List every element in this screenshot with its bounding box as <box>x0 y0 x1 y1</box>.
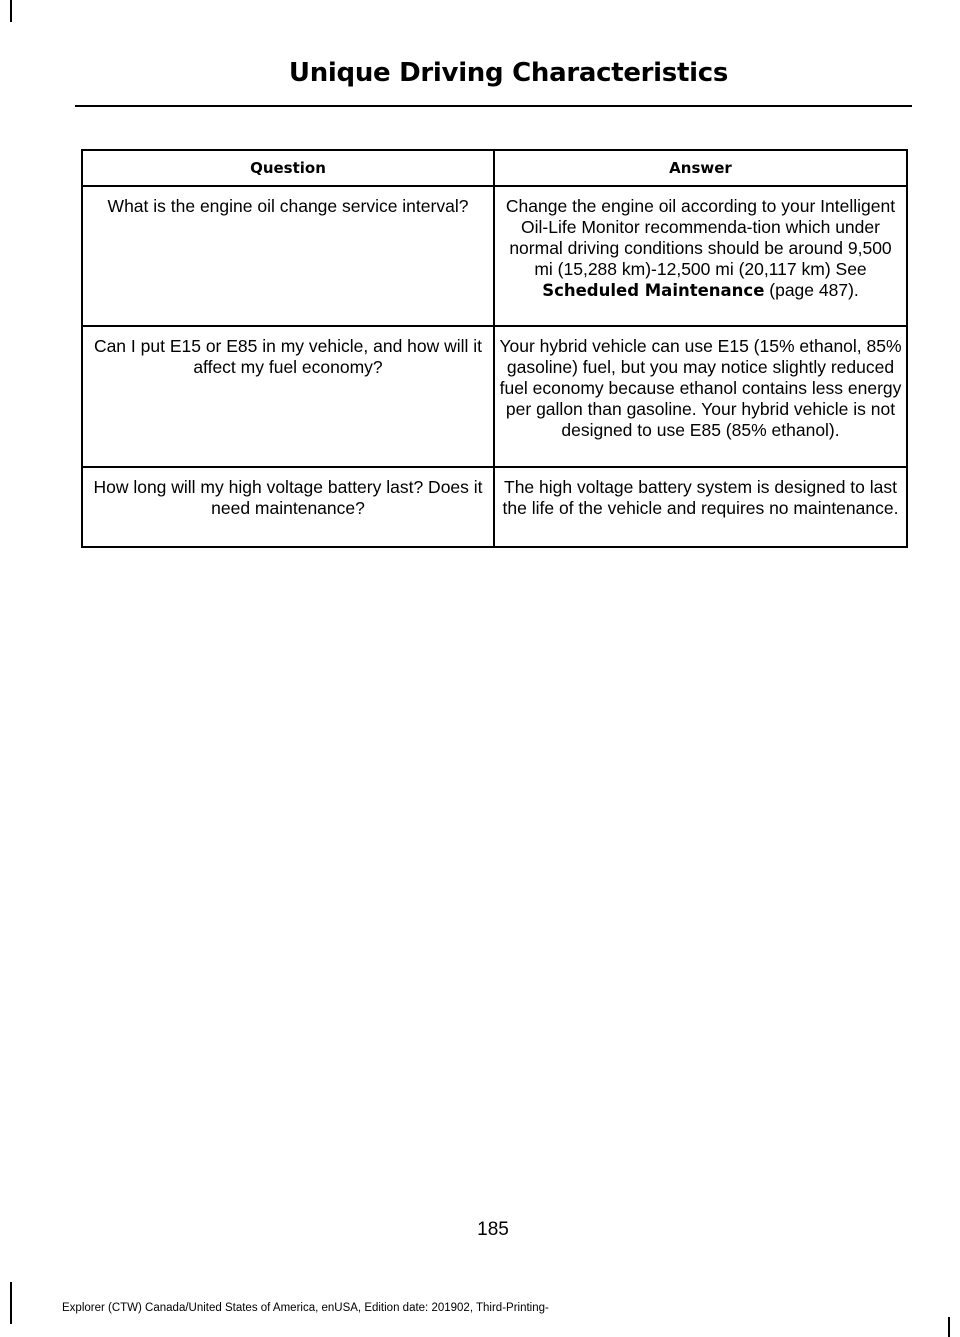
page-reference: (page 487). <box>764 280 859 300</box>
edition-footer: Explorer (CTW) Canada/United States of America, enUSA, Edition date: 201902, Third-Printing- <box>62 1302 549 1314</box>
question-column-header: Question <box>82 150 494 186</box>
table-row <box>82 326 907 467</box>
answer-cell: Your hybrid vehicle can use E15 (15% ethanol, 85% gasoline) fuel, but you may notice slightly reduced fuel economy because ethanol contains less energy per gallon than gasoline. Your hybrid vehicle is not designed to use E85 (85% ethanol). <box>494 326 907 467</box>
table-row <box>82 467 907 547</box>
qa-table <box>81 149 908 548</box>
crop-mark-bottom-right <box>948 1317 950 1337</box>
page-number: 185 <box>477 1219 509 1240</box>
answer-column-header: Answer <box>494 150 907 186</box>
answer-cell <box>494 186 907 326</box>
crop-mark-bottom-left <box>10 1282 12 1324</box>
question-cell: How long will my high voltage battery last? Does it need maintenance? <box>82 467 494 547</box>
answer-cell: The high voltage battery system is designed to last the life of the vehicle and requires no maintenance. <box>494 467 907 547</box>
question-cell: Can I put E15 or E85 in my vehicle, and how will it affect my fuel economy? <box>82 326 494 467</box>
answer-text: Change the engine oil according to your Intelligent Oil-Life Monitor recommenda-tion which under normal driving conditions should be around 9,500 mi (15,288 km)-12,500 mi (20,117 km) See <box>505 196 896 279</box>
crop-mark-top-left <box>10 0 12 22</box>
table-header-row <box>82 150 907 186</box>
page-title: Unique Driving Characteristics <box>288 58 728 88</box>
title-divider <box>75 105 912 107</box>
question-cell: What is the engine oil change service interval? <box>82 186 494 326</box>
scheduled-maintenance-link[interactable]: Scheduled Maintenance <box>542 281 765 300</box>
table-row <box>82 186 907 326</box>
